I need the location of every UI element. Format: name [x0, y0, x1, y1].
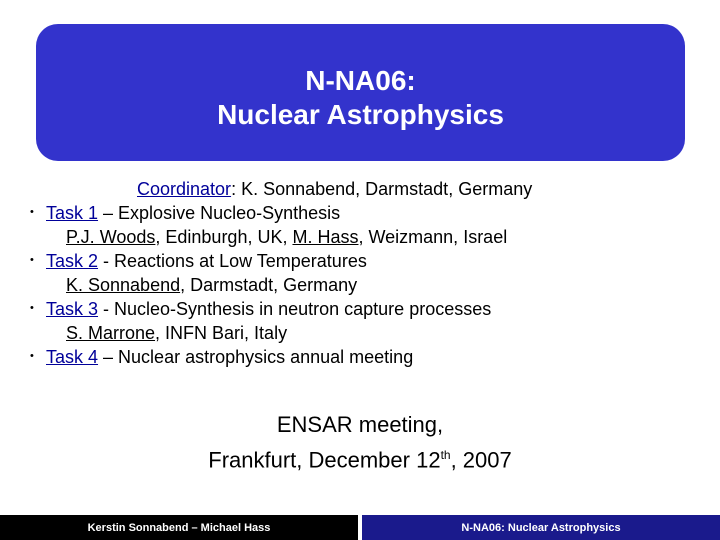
task-1-people: [66, 226, 507, 248]
task-1-title: – Explosive Nucleo-Synthesis: [98, 203, 341, 223]
title-line-2: Nuclear Astrophysics: [217, 99, 504, 130]
bullet-icon: •: [30, 350, 34, 362]
footer-title: N-NA06: Nuclear Astrophysics: [362, 515, 720, 540]
title-line-1: N-NA06:: [305, 65, 416, 96]
meeting-date: Frankfurt, December 12: [208, 447, 441, 473]
task-2-line: [46, 250, 367, 272]
task-2-person-b: , Darmstadt, Germany: [180, 275, 358, 295]
coordinator-label: Coordinator: [137, 179, 232, 199]
meeting-date-suffix: th: [440, 448, 451, 462]
task-1-person-c: M. Hass: [292, 227, 359, 247]
task-3-title: - Nucleo-Synthesis in neutron capture processes: [98, 299, 492, 319]
footer-authors: Kerstin Sonnabend – Michael Hass: [0, 515, 358, 540]
meeting-year: , 2007: [450, 447, 512, 473]
task-1-person-b: , Edinburgh, UK,: [155, 227, 293, 247]
bullet-icon: •: [30, 206, 34, 218]
task-4-title: – Nuclear astrophysics annual meeting: [98, 347, 414, 367]
coordinator-line: [137, 178, 532, 200]
task-4-line: [46, 346, 413, 368]
footer: [0, 515, 720, 540]
coordinator-text: : K. Sonnabend, Darmstadt, Germany: [231, 179, 533, 199]
task-3-person-a: S. Marrone: [66, 323, 156, 343]
task-3-people: [66, 322, 287, 344]
task-3-label: Task 3: [46, 299, 99, 319]
task-1-line: [46, 202, 340, 224]
bullet-icon: •: [30, 302, 34, 314]
task-2-label: Task 2: [46, 251, 99, 271]
task-4-label: Task 4: [46, 347, 99, 367]
task-2-person-a: K. Sonnabend: [66, 275, 181, 295]
meeting-line-1: ENSAR meeting,: [276, 412, 444, 437]
task-2-title: - Reactions at Low Temperatures: [98, 251, 367, 271]
bullet-icon: •: [30, 254, 34, 266]
meeting-info: [0, 410, 720, 475]
meeting-line-2: [0, 440, 720, 475]
task-1-label: Task 1: [46, 203, 99, 223]
task-2-people: [66, 274, 357, 296]
title-banner: [36, 24, 685, 161]
task-3-line: [46, 298, 491, 320]
task-1-person-d: , Weizmann, Israel: [358, 227, 508, 247]
task-3-person-b: , INFN Bari, Italy: [155, 323, 288, 343]
task-1-person-a: P.J. Woods: [66, 227, 156, 247]
